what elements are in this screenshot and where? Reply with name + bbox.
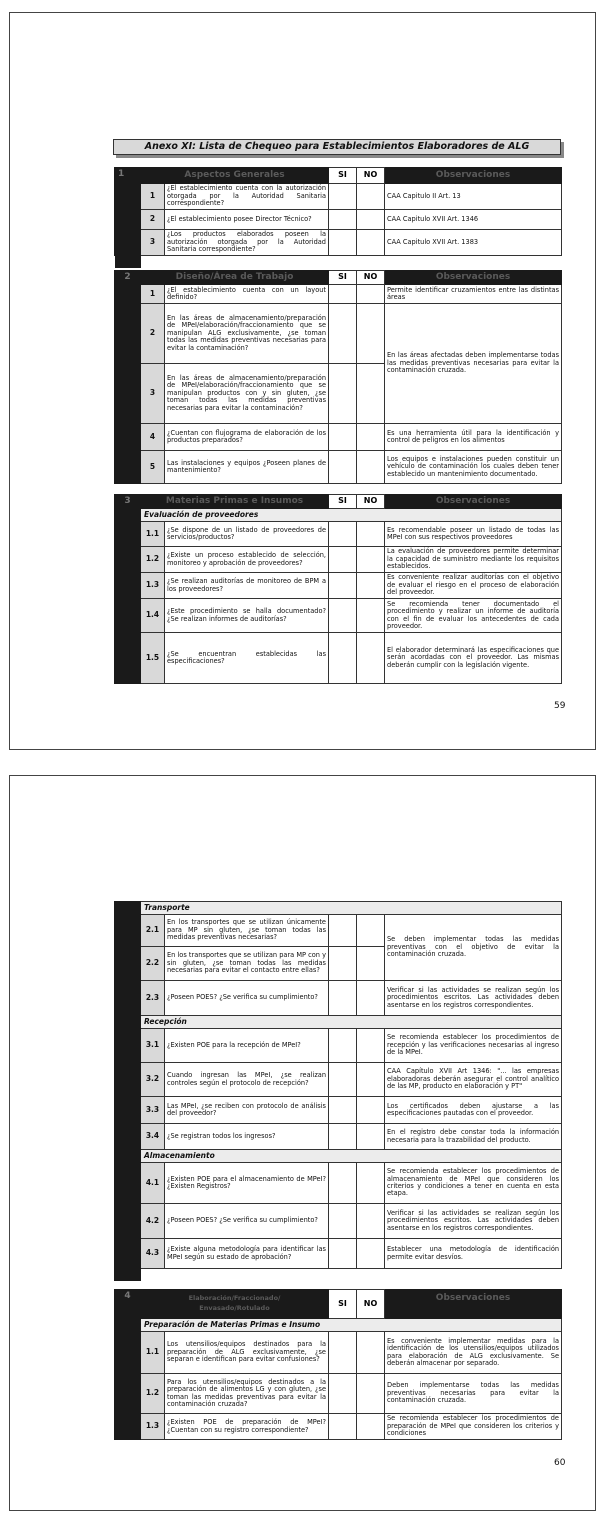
section-heading: Aspectos Generales bbox=[141, 168, 329, 184]
no-cell[interactable] bbox=[357, 547, 385, 573]
section-2-table bbox=[114, 270, 562, 484]
no-cell[interactable] bbox=[357, 633, 385, 684]
si-cell[interactable] bbox=[329, 573, 357, 599]
section-heading bbox=[141, 1290, 329, 1319]
row-number: 2.3 bbox=[141, 981, 165, 1016]
row-number: 1.4 bbox=[141, 599, 165, 633]
row-number: 3 bbox=[141, 364, 165, 424]
question: ¿Existen POE de preparación de MPeI? ¿Cuentan con su registro correspondiente? bbox=[165, 1414, 329, 1440]
row-number: 3 bbox=[141, 230, 165, 256]
row-number: 1.1 bbox=[141, 1332, 165, 1374]
observation: Se deben implementar todas las medidas preventivas con el objetivo de evitar la contaminación cruzada. bbox=[385, 915, 562, 981]
row-number: 3.1 bbox=[141, 1029, 165, 1063]
si-cell[interactable] bbox=[329, 1063, 357, 1097]
row-number: 2.2 bbox=[141, 947, 165, 981]
no-cell[interactable] bbox=[357, 947, 385, 981]
observation: Se recomienda tener documentado el procedimiento y realizar un informe de auditoría con el fin de evaluar los antecedentes de cada proveedor. bbox=[385, 599, 562, 633]
no-cell[interactable] bbox=[357, 1063, 385, 1097]
section-3-table bbox=[114, 494, 562, 684]
observation: El elaborador determinará las especificaciones que serán acordadas con el proveedor. Las mismas deberán cumplir con la legislación vigente. bbox=[385, 633, 562, 684]
question: ¿Existen POE para la recepción de MPeI? bbox=[165, 1029, 329, 1063]
si-cell[interactable] bbox=[329, 633, 357, 684]
col-obs-header: Observaciones bbox=[385, 271, 562, 285]
no-cell[interactable] bbox=[357, 522, 385, 547]
si-cell[interactable] bbox=[329, 285, 357, 304]
observation: Se recomienda establecer los procedimientos de almacenamiento de MPeI que consideren los criterios y condiciones a tener en cuenta en esta etapa. bbox=[385, 1163, 562, 1204]
si-cell[interactable] bbox=[329, 522, 357, 547]
observation: En el registro debe constar toda la información necesaria para la trazabilidad del producto. bbox=[385, 1124, 562, 1150]
observation: CAA Capitulo XVII Art. 1346 bbox=[385, 210, 562, 230]
question: ¿Este procedimiento se halla documentado? ¿Se realizan informes de auditorías? bbox=[165, 599, 329, 633]
observation: Deben implementarse todas las medidas preventivas necesarias para evitar la contaminación cruzada. bbox=[385, 1374, 562, 1414]
observation: Establecer una metodología de identificación permite evitar desvíos. bbox=[385, 1239, 562, 1269]
col-no-header: NO bbox=[357, 168, 385, 184]
row-number: 1.2 bbox=[141, 1374, 165, 1414]
si-cell[interactable] bbox=[329, 981, 357, 1016]
si-cell[interactable] bbox=[329, 184, 357, 210]
page-number: 60 bbox=[554, 1458, 566, 1468]
question: ¿Cuentan con flujograma de elaboración de los productos preparados? bbox=[165, 424, 329, 451]
si-cell[interactable] bbox=[329, 304, 357, 364]
no-cell[interactable] bbox=[357, 285, 385, 304]
question: ¿Existe alguna metodología para identificar las MPeI según su estado de aprobación? bbox=[165, 1239, 329, 1269]
observation: Los equipos e instalaciones pueden constituir un vehículo de contaminación los cuales deben tener establecido un mantenimiento documentado. bbox=[385, 451, 562, 484]
si-cell[interactable] bbox=[329, 1097, 357, 1124]
row-number: 2 bbox=[141, 210, 165, 230]
question: Para los utensilios/equipos destinados a la preparación de alimentos LG y con gluten, ¿se toman las medidas preventivas para evitar la contaminación cruzada? bbox=[165, 1374, 329, 1414]
si-cell[interactable] bbox=[329, 424, 357, 451]
question: En los transportes que se utilizan para MP con y sin gluten, ¿se toman todas las medidas necesarias para evitar el contacto entre ellas? bbox=[165, 947, 329, 981]
si-cell[interactable] bbox=[329, 1163, 357, 1204]
observation: Los certificados deben ajustarse a las especificaciones pautadas con el proveedor. bbox=[385, 1097, 562, 1124]
row-number: 3.3 bbox=[141, 1097, 165, 1124]
col-obs-header: Observaciones bbox=[385, 1290, 562, 1319]
col-no-header: NO bbox=[357, 495, 385, 509]
observation: CAA Capitulo II Art. 13 bbox=[385, 184, 562, 210]
row-number: 1 bbox=[141, 285, 165, 304]
section-side-bar bbox=[115, 902, 141, 1281]
no-cell[interactable] bbox=[357, 573, 385, 599]
section-4-table bbox=[114, 1289, 562, 1440]
question: ¿Se encuentran establecidas las especificaciones? bbox=[165, 633, 329, 684]
si-cell[interactable] bbox=[329, 230, 357, 256]
section-heading: Materias Primas e Insumos bbox=[141, 495, 329, 509]
observation: Es recomendable poseer un listado de todas las MPeI con sus respectivos proveedores bbox=[385, 522, 562, 547]
row-number: 1.5 bbox=[141, 633, 165, 684]
si-cell[interactable] bbox=[329, 1374, 357, 1414]
si-cell[interactable] bbox=[329, 1414, 357, 1440]
subsection-heading: Almacenamiento bbox=[141, 1150, 562, 1163]
question: ¿Los productos elaborados poseen la autorización otorgada por la Autoridad Sanitaria correspondiente? bbox=[165, 230, 329, 256]
section-3-continued-table bbox=[114, 901, 562, 1281]
row-number: 3.4 bbox=[141, 1124, 165, 1150]
observation: En las áreas afectadas deben implementarse todas las medidas preventivas necesarias para evitar la contaminación cruzada. bbox=[385, 304, 562, 424]
si-cell[interactable] bbox=[329, 1204, 357, 1239]
si-cell[interactable] bbox=[329, 1332, 357, 1374]
no-cell[interactable] bbox=[357, 304, 385, 364]
col-si-header: SI bbox=[329, 1290, 357, 1319]
no-cell[interactable] bbox=[357, 1124, 385, 1150]
row-number: 5 bbox=[141, 451, 165, 484]
observation: Verificar si las actividades se realizan según los procedimientos escritos. Las actividades deben asentarse en los registros correspondientes. bbox=[385, 981, 562, 1016]
col-si-header: SI bbox=[329, 168, 357, 184]
observation: Es conveniente implementar medidas para la identificación de los utensilios/equipos utilizados para elaboración de ALG exclusivamente. Se deberán almacenar por separado. bbox=[385, 1332, 562, 1374]
si-cell[interactable] bbox=[329, 451, 357, 484]
row-number: 4 bbox=[141, 424, 165, 451]
question: ¿El establecimiento cuenta con la autorización otorgada por la Autoridad Sanitaria correspondiente? bbox=[165, 184, 329, 210]
question: ¿Poseen POES? ¿Se verifica su cumplimiento? bbox=[165, 1204, 329, 1239]
observation: CAA Capitulo XVII Art. 1383 bbox=[385, 230, 562, 256]
row-number: 4.2 bbox=[141, 1204, 165, 1239]
annex-title: Anexo XI: Lista de Chequeo para Establecimientos Elaboradores de ALG bbox=[113, 139, 561, 155]
si-cell[interactable] bbox=[329, 947, 357, 981]
si-cell[interactable] bbox=[329, 364, 357, 424]
section-number: 1 bbox=[115, 168, 141, 256]
observation: Es una herramienta útil para la identificación y control de peligros en los alimentos bbox=[385, 424, 562, 451]
row-number: 2 bbox=[141, 304, 165, 364]
observation: CAA Capítulo XVII Art 1346: "... las empresas elaboradoras deberán asegurar el control analítico de las MP, producto en elaboración y PT" bbox=[385, 1063, 562, 1097]
question: En los transportes que se utilizan únicamente para MP sin gluten, ¿se toman todas las medidas preventivas necesarias? bbox=[165, 915, 329, 947]
question: Las instalaciones y equipos ¿Poseen planes de mantenimiento? bbox=[165, 451, 329, 484]
si-cell[interactable] bbox=[329, 1124, 357, 1150]
question: ¿El establecimiento posee Director Técnico? bbox=[165, 210, 329, 230]
observation: Se recomienda establecer los procedimientos de recepción y las verificaciones necesarias al ingreso de la MPeI. bbox=[385, 1029, 562, 1063]
observation: Verificar si las actividades se realizan según los procedimientos escritos. Las actividades deben asentarse en los registros correspondientes. bbox=[385, 1204, 562, 1239]
subsection-heading: Preparación de Materias Primas e Insumo bbox=[141, 1319, 562, 1332]
col-obs-header: Observaciones bbox=[385, 168, 562, 184]
si-cell[interactable] bbox=[329, 1029, 357, 1063]
col-si-header: SI bbox=[329, 271, 357, 285]
section-number: 2 bbox=[115, 271, 141, 484]
question: ¿Se realizan auditorías de monitoreo de BPM a los proveedores? bbox=[165, 573, 329, 599]
question: En las áreas de almacenamiento/preparación de MPeI/elaboración/fraccionamiento que se manipulan ALG exclusivamente, ¿se toman todas las medidas preventivas necesarias para evitar la contaminación? bbox=[165, 304, 329, 364]
no-cell[interactable] bbox=[357, 1414, 385, 1440]
row-number: 2.1 bbox=[141, 915, 165, 947]
no-cell[interactable] bbox=[357, 230, 385, 256]
row-number: 4.3 bbox=[141, 1239, 165, 1269]
observation: Se recomienda establecer los procedimientos de preparación de MPeI que consideren los criterios y condiciones bbox=[385, 1414, 562, 1440]
section-number: 3 bbox=[115, 495, 141, 684]
no-cell[interactable] bbox=[357, 981, 385, 1016]
col-no-header: NO bbox=[357, 271, 385, 285]
page-number: 59 bbox=[554, 701, 566, 711]
subsection-heading: Transporte bbox=[141, 902, 562, 915]
question: ¿Se dispone de un listado de proveedores de servicios/productos? bbox=[165, 522, 329, 547]
question: ¿El establecimiento cuenta con un layout definido? bbox=[165, 285, 329, 304]
no-cell[interactable] bbox=[357, 1097, 385, 1124]
question: Las MPeI, ¿se reciben con protocolo de análisis del proveedor? bbox=[165, 1097, 329, 1124]
question: Los utensilios/equipos destinados para la preparación de ALG exclusivamente, ¿se separan e identifican para evitar confusiones? bbox=[165, 1332, 329, 1374]
observation: Es conveniente realizar auditorías con el objetivo de evaluar el riesgo en el proceso de elaboración del proveedor. bbox=[385, 573, 562, 599]
no-cell[interactable] bbox=[357, 210, 385, 230]
si-cell[interactable] bbox=[329, 915, 357, 947]
question: En las áreas de almacenamiento/preparación de MPeI/elaboración/fraccionamiento que se manipulan productos con y sin gluten, ¿se toman todas las medidas preventivas necesarias para evitar la contaminación? bbox=[165, 364, 329, 424]
section-heading-line2: Envasado/Rotulado bbox=[199, 1304, 270, 1312]
si-cell[interactable] bbox=[329, 599, 357, 633]
no-cell[interactable] bbox=[357, 1163, 385, 1204]
no-cell[interactable] bbox=[357, 1029, 385, 1063]
observation: La evaluación de proveedores permite determinar la capacidad de suministro mediante los requisitos establecidos. bbox=[385, 547, 562, 573]
section-number: 4 bbox=[115, 1290, 141, 1440]
col-no-header: NO bbox=[357, 1290, 385, 1319]
si-cell[interactable] bbox=[329, 547, 357, 573]
question: ¿Existen POE para el almacenamiento de MPeI? ¿Existen Registros? bbox=[165, 1163, 329, 1204]
section-1-table bbox=[114, 167, 562, 268]
row-number: 3.2 bbox=[141, 1063, 165, 1097]
observation: Permite identificar cruzamientos entre las distintas áreas bbox=[385, 285, 562, 304]
no-cell[interactable] bbox=[357, 1332, 385, 1374]
row-number: 4.1 bbox=[141, 1163, 165, 1204]
no-cell[interactable] bbox=[357, 1239, 385, 1269]
no-cell[interactable] bbox=[357, 915, 385, 947]
row-number: 1.2 bbox=[141, 547, 165, 573]
no-cell[interactable] bbox=[357, 451, 385, 484]
col-si-header: SI bbox=[329, 495, 357, 509]
si-cell[interactable] bbox=[329, 210, 357, 230]
no-cell[interactable] bbox=[357, 364, 385, 424]
si-cell[interactable] bbox=[329, 1239, 357, 1269]
row-number: 1.3 bbox=[141, 1414, 165, 1440]
no-cell[interactable] bbox=[357, 599, 385, 633]
row-number: 1.3 bbox=[141, 573, 165, 599]
col-obs-header: Observaciones bbox=[385, 495, 562, 509]
no-cell[interactable] bbox=[357, 1374, 385, 1414]
question: ¿Existe un proceso establecido de selección, monitoreo y aprobación de proveedores? bbox=[165, 547, 329, 573]
row-number: 1 bbox=[141, 184, 165, 210]
no-cell[interactable] bbox=[357, 424, 385, 451]
no-cell[interactable] bbox=[357, 184, 385, 210]
section-heading: Diseño/Área de Trabajo bbox=[141, 271, 329, 285]
question: Cuando ingresan las MPeI, ¿se realizan controles según el protocolo de recepción? bbox=[165, 1063, 329, 1097]
question: ¿Poseen POES? ¿Se verifica su cumplimiento? bbox=[165, 981, 329, 1016]
no-cell[interactable] bbox=[357, 1204, 385, 1239]
subsection-heading: Evaluación de proveedores bbox=[141, 509, 562, 522]
section-heading-line1: Elaboración/Fraccionado/ bbox=[188, 1294, 281, 1303]
subsection-heading: Recepción bbox=[141, 1016, 562, 1029]
row-number: 1.1 bbox=[141, 522, 165, 547]
question: ¿Se registran todos los ingresos? bbox=[165, 1124, 329, 1150]
